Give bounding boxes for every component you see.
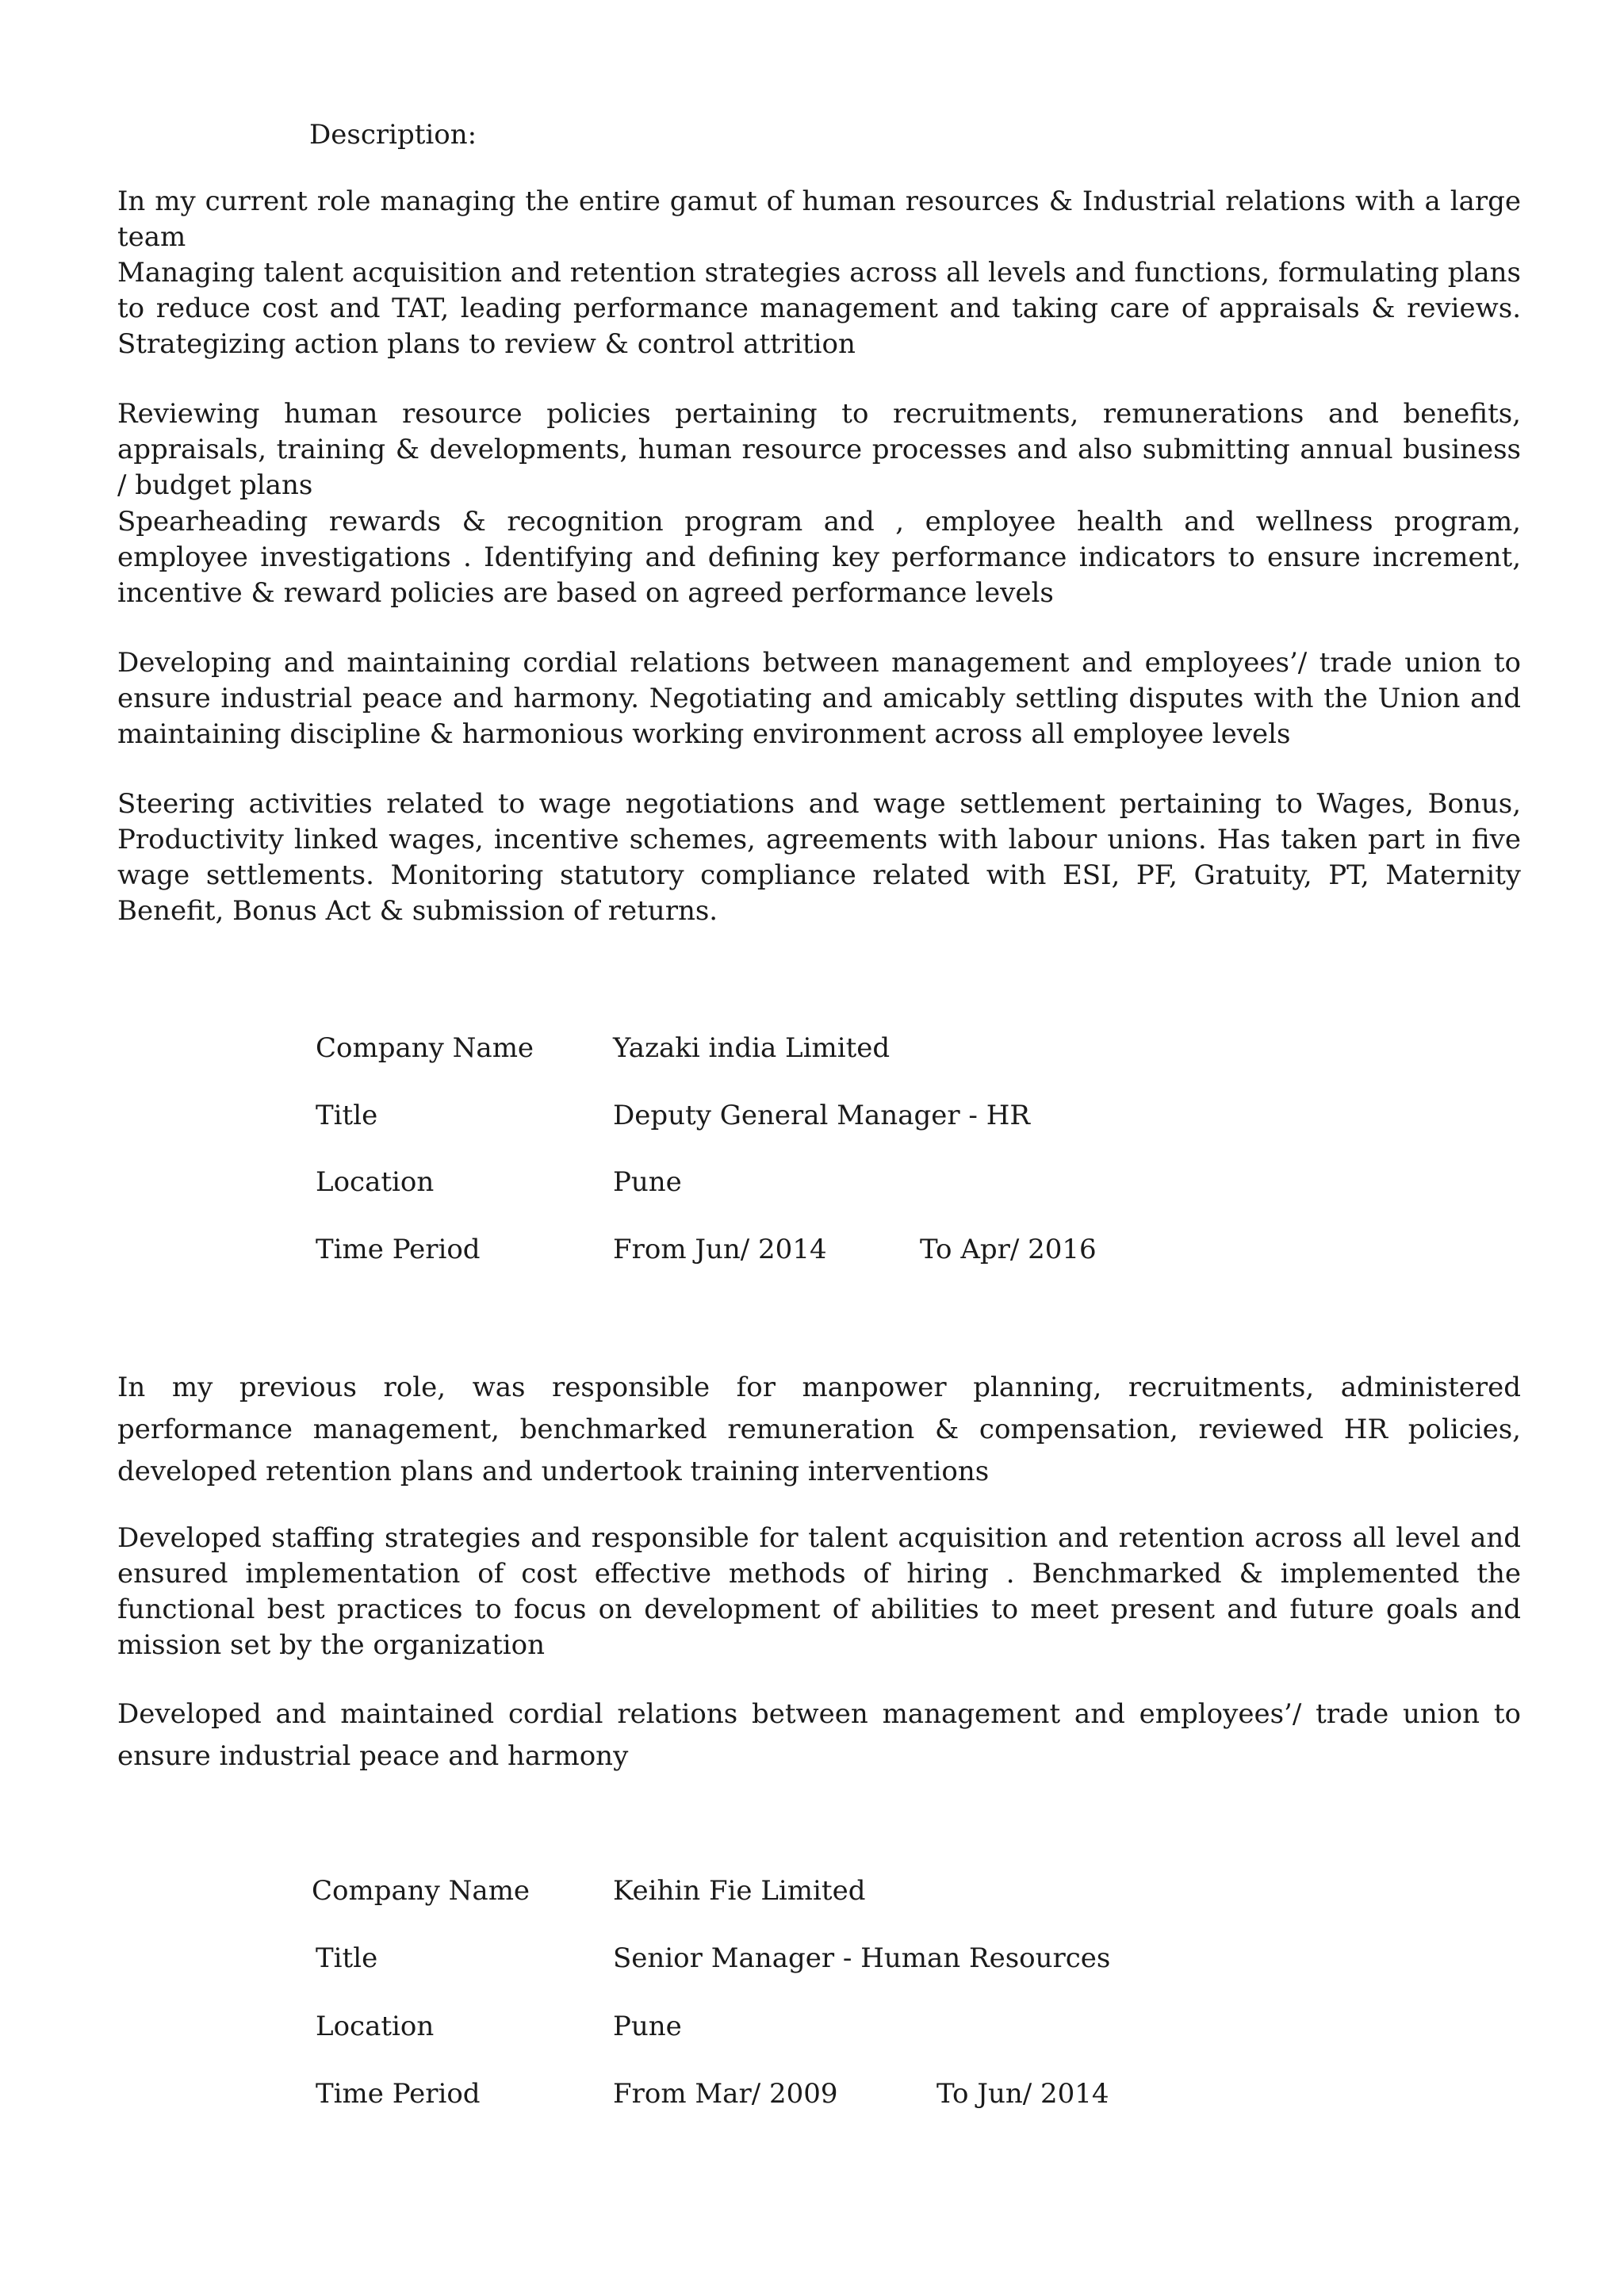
- staffing-strategies-paragraph: Developed staffing strategies and responsible for talent acquisition and retention across all level and ensured implementation of cost effective methods of hiring . Benchmarked & implemented the functional best practices to focus on development of abilities to meet present and future goals and mission set by the organization: [117, 1522, 1521, 1661]
- title-row: [0, 1097, 1624, 1134]
- time-period-label: Time Period: [316, 2078, 481, 2110]
- previous-role-summary: In my previous role, was responsible for manpower planning, recruitments, administered performance management, benchmarked remuneration & compensation, reviewed HR policies, developed retention plans and undertook training interventions: [117, 1372, 1521, 1487]
- wage-negotiations-paragraph: Steering activities related to wage negotiations and wage settlement pertaining to Wages, Bonus, Productivity linked wages, incentive schemes, agreements with labour unions. Has taken part in five wage settlements. Monitoring statutory compliance related with ESI, PF, Gratuity, PT, Maternity Benefit, Bonus Act & submission of returns.: [117, 788, 1521, 927]
- cordial-relations-paragraph: Developed and maintained cordial relations between management and employees’/ trade union to ensure industrial peace and harmony: [117, 1698, 1521, 1772]
- company-row: [0, 1030, 1624, 1066]
- description-heading: Description:: [309, 119, 477, 151]
- company-label: Company Name: [312, 1875, 530, 1907]
- rewards-recognition-paragraph: Spearheading rewards & recognition program and , employee health and wellness program, employee investigations . Identifying and defining key performance indicators to ensure increment, incentive & reward policies are based on agreed performance levels: [117, 506, 1521, 609]
- hr-policies-paragraph: Reviewing human resource policies pertaining to recruitments, remunerations and benefits, appraisals, training & developments, human resource processes and also submitting annual business / budget plans: [117, 398, 1521, 501]
- period-to: To Apr/ 2016: [920, 1234, 1097, 1265]
- company-row: [0, 1873, 1624, 1909]
- period-from: From Jun/ 2014: [613, 1234, 827, 1265]
- time-period-row: [0, 1231, 1624, 1268]
- talent-acquisition-paragraph: Managing talent acquisition and retention strategies across all levels and functions, formulating plans to reduce cost and TAT, leading performance management and taking care of appraisals & reviews. Strategizing action plans to review & control attrition: [117, 257, 1521, 360]
- title-value: Senior Manager - Human Resources: [613, 1942, 1111, 1974]
- company-label: Company Name: [316, 1032, 534, 1064]
- industrial-relations-paragraph: Developing and maintaining cordial relations between management and employees’/ trade union to ensure industrial peace and harmony. Negotiating and amicably settling disputes with the Union and maintaining discipline & harmonious working environment across all employee levels: [117, 647, 1521, 750]
- title-label: Title: [316, 1942, 378, 1974]
- location-value: Pune: [613, 1166, 682, 1198]
- title-row: [0, 1940, 1624, 1976]
- period-from: From Mar/ 2009: [613, 2078, 838, 2110]
- title-label: Title: [316, 1100, 378, 1131]
- location-label: Location: [316, 2011, 435, 2042]
- time-period-row: [0, 2076, 1624, 2112]
- location-row: [0, 1164, 1624, 1200]
- title-value: Deputy General Manager - HR: [613, 1100, 1030, 1131]
- current-role-summary: In my current role managing the entire gamut of human resources & Industrial relations with a large team: [117, 186, 1521, 253]
- location-value: Pune: [613, 2011, 682, 2042]
- time-period-label: Time Period: [316, 1234, 481, 1265]
- period-to: To Jun/ 2014: [936, 2078, 1109, 2110]
- location-row: [0, 2008, 1624, 2045]
- location-label: Location: [316, 1166, 435, 1198]
- company-value: Yazaki india Limited: [613, 1032, 891, 1064]
- company-value: Keihin Fie Limited: [613, 1875, 866, 1907]
